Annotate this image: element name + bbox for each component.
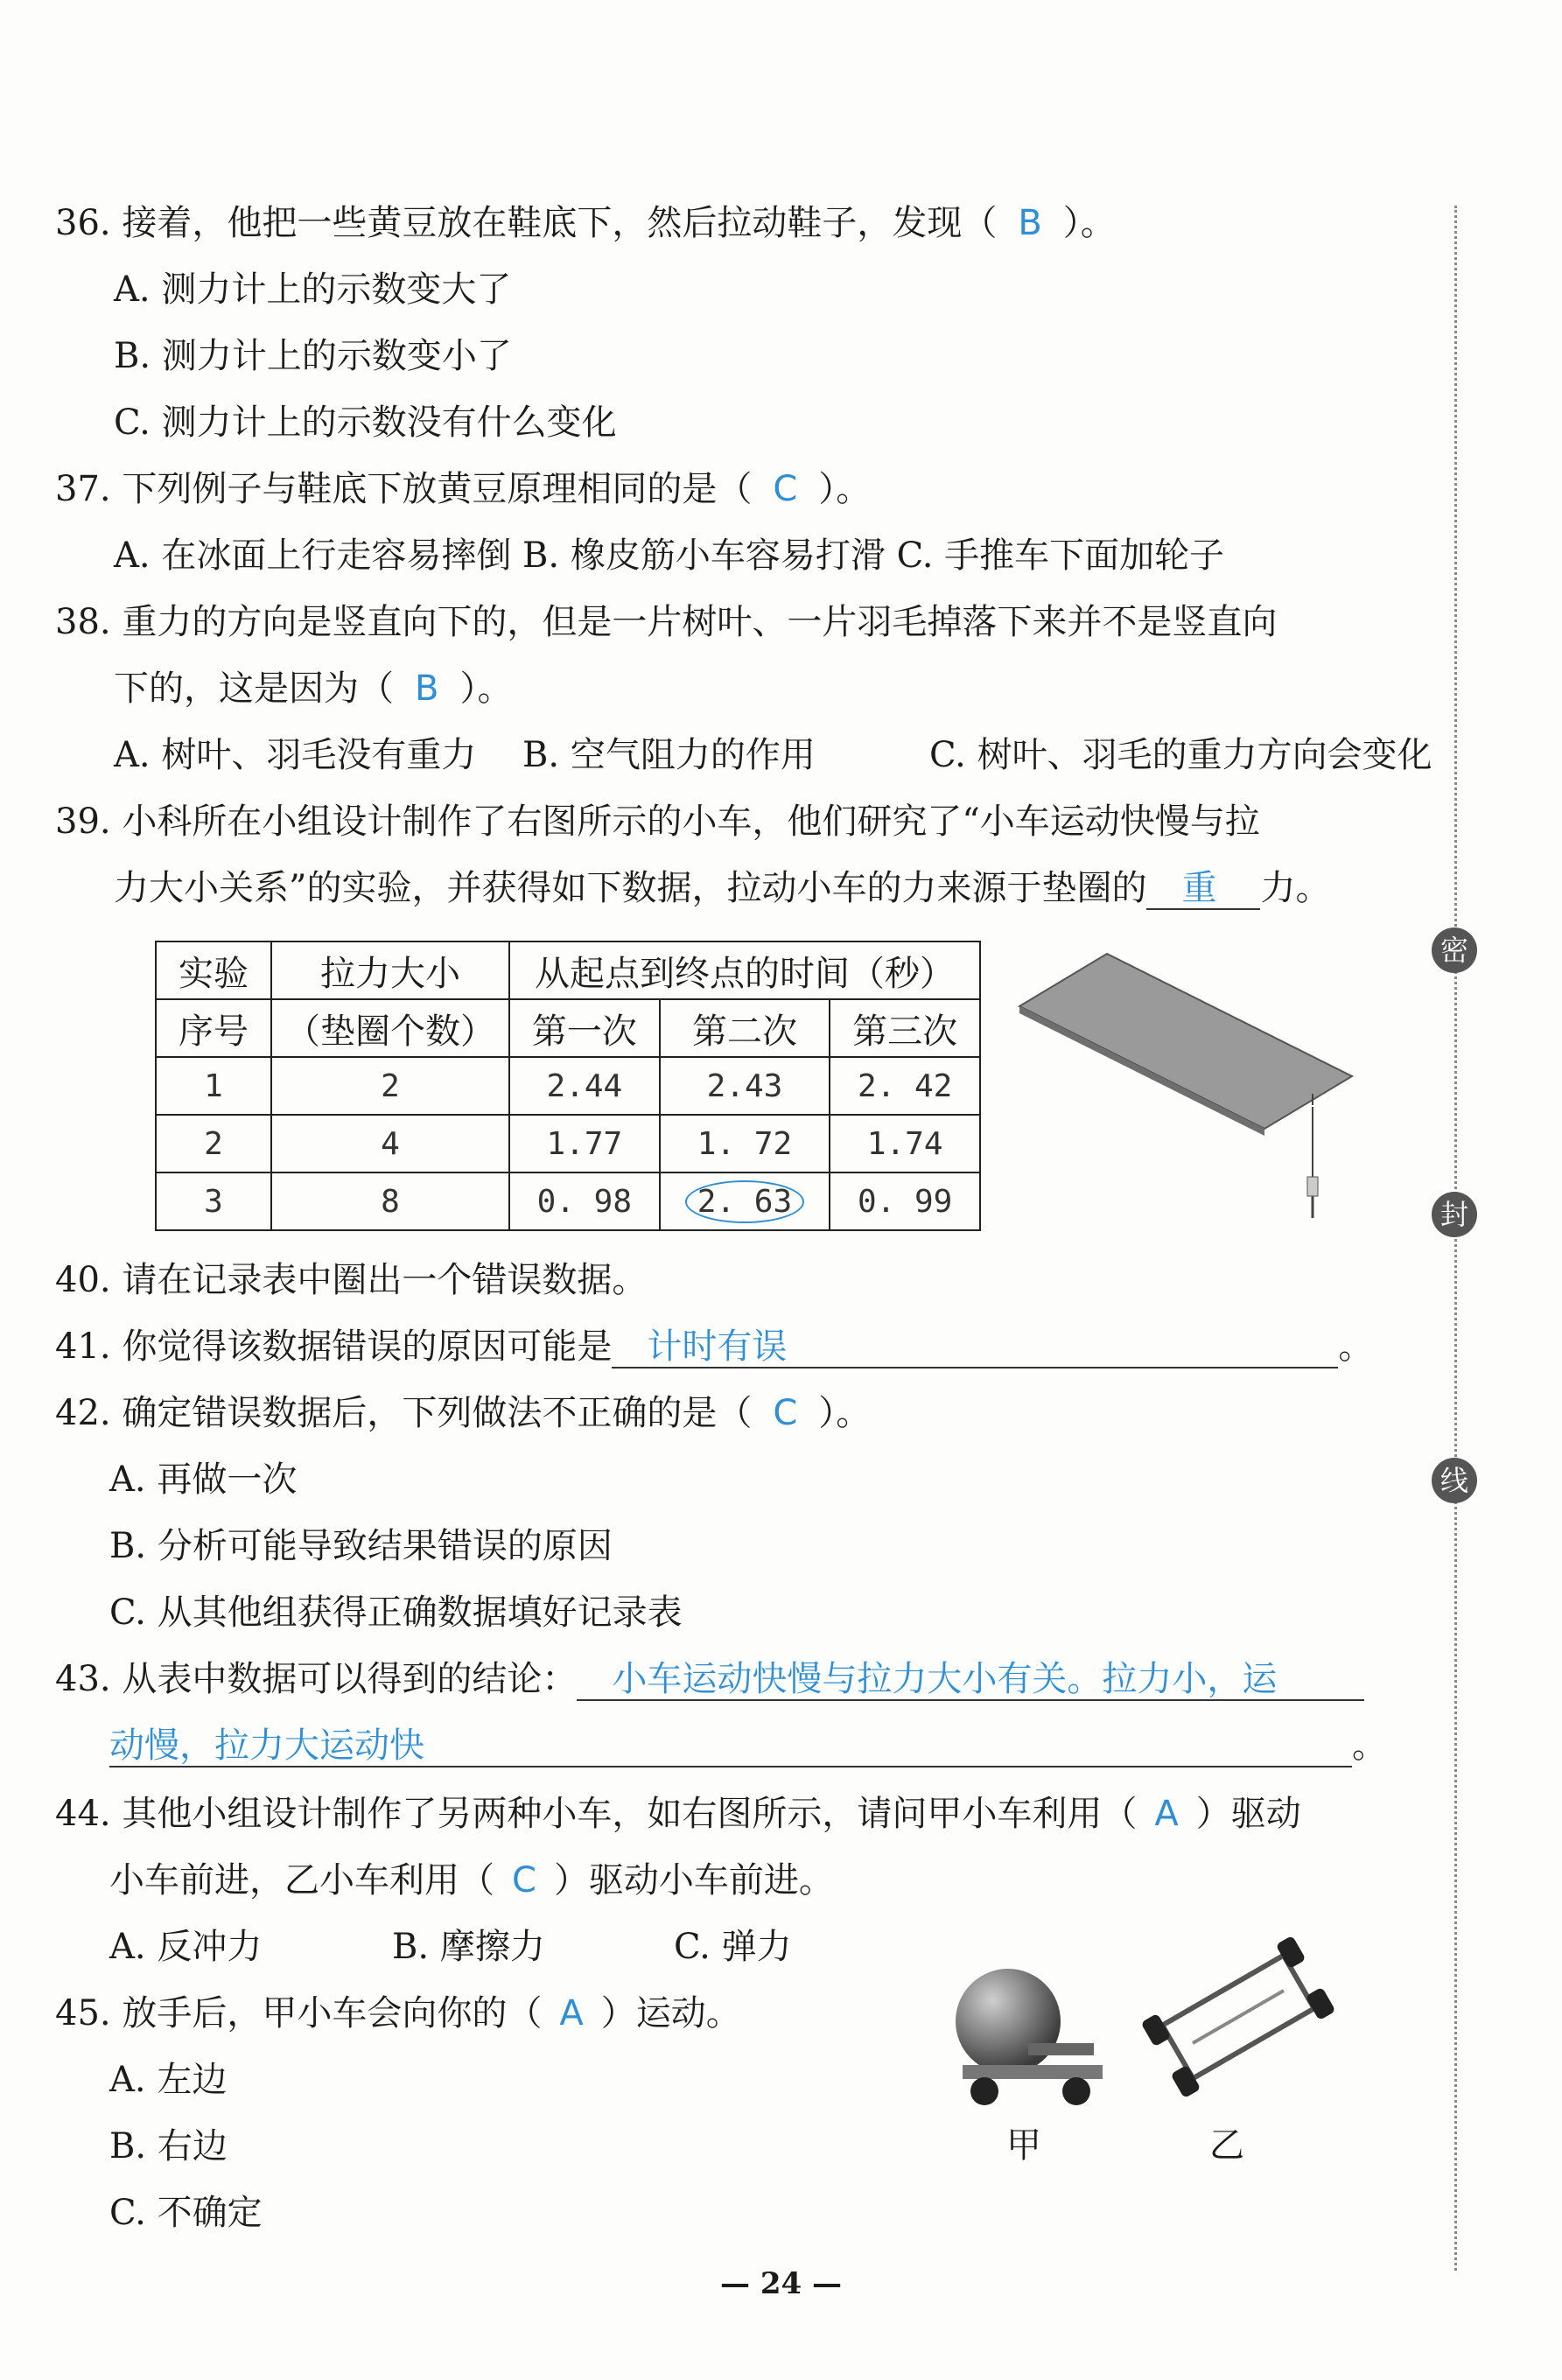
question-40: 40. 请在记录表中圈出一个错误数据。	[55, 1260, 648, 1300]
answer-38: B	[415, 668, 439, 709]
header-force-1: 拉力大小	[271, 942, 509, 999]
q42-option-b: B. 分析可能导致结果错误的原因	[109, 1526, 613, 1566]
question-43-line1: 43. 从表中数据可以得到的结论： 小车运动快慢与拉力大小有关。拉力小，运	[55, 1659, 1364, 1701]
q42-option-c: C. 从其他组获得正确数据填好记录表	[109, 1592, 683, 1633]
cell-seq: 2	[156, 1115, 271, 1172]
seal-xian: 线	[1432, 1458, 1477, 1503]
question-39-line2: 力大小关系”的实验，并获得如下数据，拉动小车的力来源于垫圈的 重 力。	[114, 868, 1331, 908]
header-seq-1: 实验	[156, 942, 271, 999]
question-39-line1: 39. 小科所在小组设计制作了右图所示的小车，他们研究了“小车运动快慢与拉	[55, 802, 1260, 842]
cell-seq: 1	[156, 1057, 271, 1115]
question-38-line1: 38. 重力的方向是竖直向下的，但是一片树叶、一片羽毛掉落下来并不是竖直向	[55, 602, 1278, 642]
cell-t3: 0. 99	[830, 1172, 980, 1230]
q42-option-a: A. 再做一次	[109, 1460, 298, 1500]
header-trial-1: 第一次	[509, 999, 660, 1057]
figure-label-yi: 乙	[1209, 2125, 1244, 2166]
ramp-figure	[1015, 945, 1365, 1234]
cell-t1: 1.77	[509, 1115, 660, 1172]
answer-43-line2: 动慢，拉力大运动快	[109, 1726, 424, 1766]
q38-option-c: C. 树叶、羽毛的重力方向会变化	[929, 735, 1432, 775]
q44-option-a: A. 反冲力	[109, 1927, 263, 1967]
header-trial-3: 第三次	[830, 999, 980, 1057]
q38-option-b: B. 空气阻力的作用	[522, 735, 816, 775]
header-time: 从起点到终点的时间（秒）	[509, 942, 980, 999]
q36-option-c: C. 测力计上的示数没有什么变化	[114, 402, 617, 443]
cell-t3: 1.74	[830, 1115, 980, 1172]
page-number: — 24 —	[720, 2266, 842, 2301]
binding-line	[1454, 206, 1457, 2271]
answer-37: C	[773, 469, 798, 509]
q45-option-c: C. 不确定	[109, 2193, 263, 2233]
cell-t1: 0. 98	[509, 1172, 660, 1230]
cell-force: 2	[271, 1057, 509, 1115]
cell-force: 8	[271, 1172, 509, 1230]
question-37: 37. 下列例子与鞋底下放黄豆原理相同的是（ C ）。	[55, 469, 872, 509]
cell-seq: 3	[156, 1172, 271, 1230]
question-44-line1: 44. 其他小组设计制作了另两种小车，如右图所示，请问甲小车利用（ A ）驱动	[55, 1794, 1301, 1834]
question-44-line2: 小车前进，乙小车利用（ C ）驱动小车前进。	[109, 1860, 834, 1900]
question-45: 45. 放手后，甲小车会向你的（ A ）运动。	[55, 1993, 741, 2034]
header-seq-2: 序号	[156, 999, 271, 1057]
answer-39: 重	[1181, 868, 1217, 908]
rubber-band-car-figure	[1133, 1925, 1343, 2109]
answer-44-b: C	[512, 1860, 536, 1900]
question-41: 41. 你觉得该数据错误的原因可能是 计时有误 。	[55, 1326, 1374, 1367]
answer-43-line1: 小车运动快慢与拉力大小有关。拉力小，运	[612, 1659, 1278, 1699]
header-trial-2: 第二次	[660, 999, 830, 1057]
question-38-line2: 下的，这是因为（ B ）。	[114, 668, 513, 709]
circled-error-value: 2. 63	[685, 1180, 804, 1223]
q36-option-b: B. 测力计上的示数变小了	[114, 336, 512, 376]
cell-force: 4	[271, 1115, 509, 1172]
q45-option-a: A. 左边	[109, 2060, 228, 2100]
q37-options: A. 在冰面上行走容易摔倒 B. 橡皮筋小车容易打滑 C. 手推车下面加轮子	[114, 536, 1225, 576]
cell-t2: 1. 72	[660, 1115, 830, 1172]
q38-option-a: A. 树叶、羽毛没有重力	[114, 735, 477, 775]
table-row	[156, 1057, 980, 1115]
question-36: 36. 接着，他把一些黄豆放在鞋底下，然后拉动鞋子，发现（ B ）。	[55, 203, 1116, 243]
answer-44-a: A	[1154, 1794, 1179, 1834]
figure-label-jia: 甲	[1006, 2125, 1041, 2166]
question-42: 42. 确定错误数据后，下列做法不正确的是（ C ）。	[55, 1393, 872, 1433]
q44-option-c: C. 弹力	[674, 1927, 792, 1967]
answer-42: C	[773, 1393, 798, 1433]
cell-t1: 2.44	[509, 1057, 660, 1115]
cell-t3: 2. 42	[830, 1057, 980, 1115]
q44-option-b: B. 摩擦力	[392, 1927, 545, 1967]
table-row	[156, 1115, 980, 1172]
question-43-line2: 动慢，拉力大运动快 。	[109, 1726, 1387, 1766]
q45-option-b: B. 右边	[109, 2126, 228, 2166]
seal-mi: 密	[1432, 928, 1477, 973]
answer-41: 计时有误	[647, 1326, 788, 1367]
q36-option-a: A. 测力计上的示数变大了	[114, 270, 512, 310]
header-force-2: （垫圈个数）	[271, 999, 509, 1057]
seal-feng: 封	[1432, 1192, 1477, 1237]
answer-45: A	[559, 1993, 584, 2034]
experiment-table	[155, 941, 981, 1231]
cell-t2: 2.43	[660, 1057, 830, 1115]
answer-36: B	[1018, 203, 1042, 243]
table-row	[156, 1172, 980, 1230]
balloon-car-figure	[945, 1960, 1111, 2113]
